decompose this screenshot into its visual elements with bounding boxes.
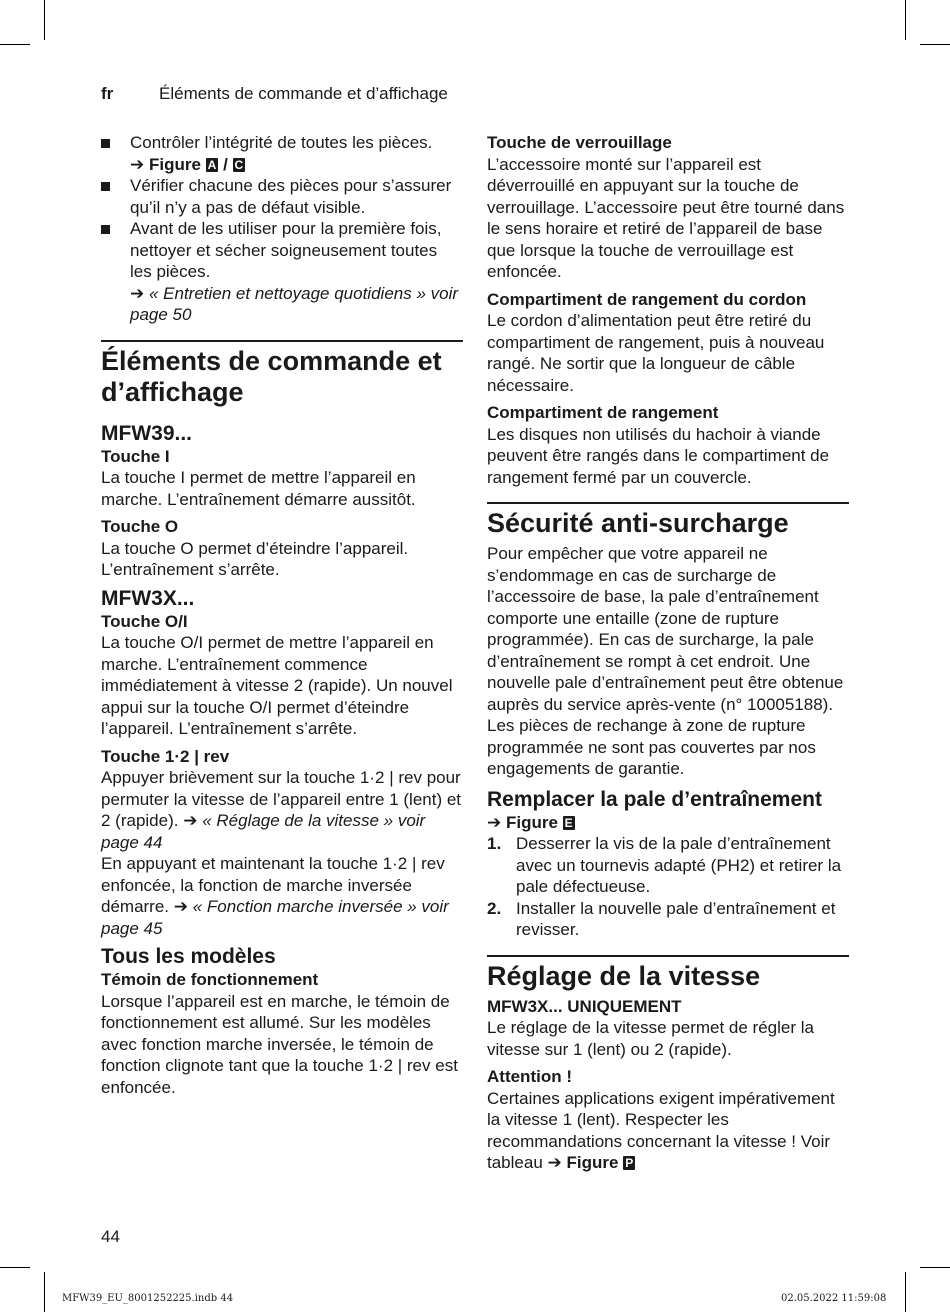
- subheading: Compartiment de rangement du cordon: [487, 289, 807, 309]
- model-heading: MFW39...: [101, 421, 193, 445]
- paragraph: Le cordon d’alimentation peut être retiré du compartiment de rangement, puis à nouveau rangé. Ne sortir que la longueur de câble nécessaire.: [487, 311, 825, 395]
- running-header: [101, 83, 448, 105]
- paragraph: Le réglage de la vitesse permet de régler la vitesse sur 1 (lent) ou 2 (rapide).: [487, 1018, 814, 1059]
- figure-badge: P: [625, 1156, 634, 1170]
- model-heading: Remplacer la pale d’entraînement: [487, 787, 822, 811]
- bullet-list: [101, 132, 463, 326]
- subheading: MFW3X... UNIQUEMENT: [487, 996, 682, 1016]
- print-datetime: 02.05.2022 11:59:08: [781, 1293, 887, 1304]
- arrow-icon: ➔: [130, 283, 145, 303]
- section-title: Éléments de commande et d’affichage: [101, 345, 442, 407]
- right-column: [487, 132, 849, 1174]
- list-item: [487, 833, 849, 898]
- arrow-icon: ➔: [130, 154, 145, 174]
- list-item: [487, 898, 849, 941]
- arrow-icon: ➔: [173, 897, 189, 916]
- page-ref: « Réglage de la vitesse » voir page 44: [101, 811, 426, 852]
- left-column: [101, 132, 463, 1098]
- step-text: Desserrer la vis de la pale d’entraînement avec un tournevis adapté (PH2) et retirer la pale défectueuse.: [516, 834, 842, 896]
- model-heading: Tous les modèles: [101, 945, 276, 968]
- figure-sep: /: [223, 154, 228, 174]
- paragraph: [101, 853, 463, 939]
- subheading: Compartiment de rangement: [487, 403, 719, 422]
- figure-badge: E: [564, 815, 573, 830]
- paragraph: La touche O/I permet de mettre l’appareil en marche. L’entraînement commence immédiatement à vitesse 2 (rapide). Un nouvel appui sur la touche O/I permet d’éteindre l’appareil. L’entraînement s’arrête.: [101, 633, 453, 738]
- subheading: Touche O: [101, 517, 179, 536]
- page-ref: « Fonction marche inversée » voir page 45: [101, 897, 449, 938]
- crop-mark: [44, 0, 45, 40]
- paragraph: La touche O permet d’éteindre l’appareil. L’entraînement s’arrête.: [101, 538, 409, 579]
- paragraph: [101, 767, 463, 853]
- crop-mark: [905, 1272, 906, 1312]
- language-code: fr: [101, 84, 114, 103]
- paragraph-text: En appuyant et maintenant la touche 1·2 | rev enfoncée, la fonction de marche inversée démarre.: [101, 854, 445, 916]
- crop-mark: [44, 1272, 45, 1312]
- paragraph: L’accessoire monté sur l’appareil est déverrouillé en appuyant sur la touche de verrouillage. L’accessoire peut être tourné dans le sens horaire et retiré de l’appareil de base que lorsque la touche de verrouillage est enfoncée.: [487, 154, 845, 281]
- figure-badge: A: [207, 157, 217, 172]
- list-item: [101, 175, 463, 218]
- section-title: Réglage de la vitesse: [487, 960, 761, 991]
- header-title: Éléments de commande et d’affichage: [159, 84, 448, 103]
- crop-mark: [905, 0, 906, 40]
- crop-mark: [920, 44, 950, 45]
- subheading: Attention !: [487, 1067, 572, 1086]
- steps-list: [487, 833, 849, 941]
- step-text: Installer la nouvelle pale d’entraînement et revisser.: [516, 898, 836, 939]
- subheading: Touche de verrouillage: [487, 133, 672, 152]
- page-ref: « Entretien et nettoyage quotidiens » voir page 50: [130, 283, 459, 324]
- bullet-square-icon: [101, 225, 110, 234]
- model-heading: MFW3X...: [101, 586, 195, 610]
- arrow-icon: ➔: [487, 812, 502, 832]
- section-title: Sécurité anti-surcharge: [487, 508, 789, 538]
- list-item: [101, 218, 463, 326]
- figure-ref: Figure: [148, 154, 201, 174]
- step-number: 2.: [487, 898, 502, 918]
- figure-ref: Figure: [505, 812, 558, 832]
- list-item-text: Avant de les utiliser pour la première fois, nettoyer et sécher soigneusement toutes les pièces.: [130, 219, 442, 281]
- crop-mark: [0, 1267, 30, 1268]
- paragraph: Lorsque l’appareil est en marche, le témoin de fonctionnement est allumé. Sur les modèles avec fonction marche inversée, le témoin de fonction clignote tant que la touche 1·2 | rev est enfoncée.: [101, 991, 458, 1097]
- bullet-square-icon: [101, 182, 110, 191]
- page-number: 44: [101, 1227, 120, 1246]
- list-item-text: Contrôler l’intégrité de toutes les pièces.: [130, 133, 433, 152]
- arrow-icon: ➔: [547, 1153, 562, 1172]
- figure-badge: C: [234, 157, 244, 172]
- list-item: [101, 132, 463, 175]
- figure-ref: Figure: [566, 1153, 619, 1172]
- subheading: Touche I: [101, 446, 170, 466]
- subheading: Témoin de fonctionnement: [101, 970, 319, 989]
- figure-reference: [487, 812, 849, 834]
- paragraph: La touche I permet de mettre l’appareil en marche. L’entraînement démarre aussitôt.: [101, 468, 416, 509]
- paragraph-text: Appuyer brièvement sur la touche 1·2 | rev pour permuter la vitesse de l’appareil entre 1 (lent) et 2 (rapide).: [101, 768, 462, 830]
- step-number: 1.: [487, 834, 502, 853]
- paragraph-text: Certaines applications exigent impérativement la vitesse 1 (lent). Respecter les recommandations concernant la vitesse ! Voir tableau: [487, 1088, 835, 1172]
- list-item-text: Vérifier chacune des pièces pour s’assurer qu’il n’y a pas de défaut visible.: [130, 176, 452, 217]
- crop-mark: [920, 1267, 950, 1268]
- paragraph: [487, 1088, 849, 1174]
- arrow-icon: ➔: [183, 811, 198, 830]
- bullet-square-icon: [101, 139, 110, 148]
- paragraph: Pour empêcher que votre appareil ne s’endommage en cas de surcharge de l’accessoire de base, la pale d’entraînement comporte une entaille (zone de rupture programmée). En cas de surcharge, la pale d’entraînement se rompt à cet endroit. Une nouvelle pale d’entraînement peut être obtenue auprès du service après-vente (n° 10005188). Les pièces de rechange à zone de rupture programmée ne sont pas couvertes par nos engagements de garantie.: [487, 544, 844, 778]
- crop-mark: [0, 44, 30, 45]
- subheading: Touche 1·2 | rev: [101, 746, 230, 766]
- subheading: Touche O/I: [101, 611, 188, 631]
- paragraph: Les disques non utilisés du hachoir à viande peuvent être rangés dans le compartiment de rangement fermé par un couvercle.: [487, 424, 830, 487]
- print-file-info: MFW39_EU_8001252225.indb 44: [62, 1293, 234, 1304]
